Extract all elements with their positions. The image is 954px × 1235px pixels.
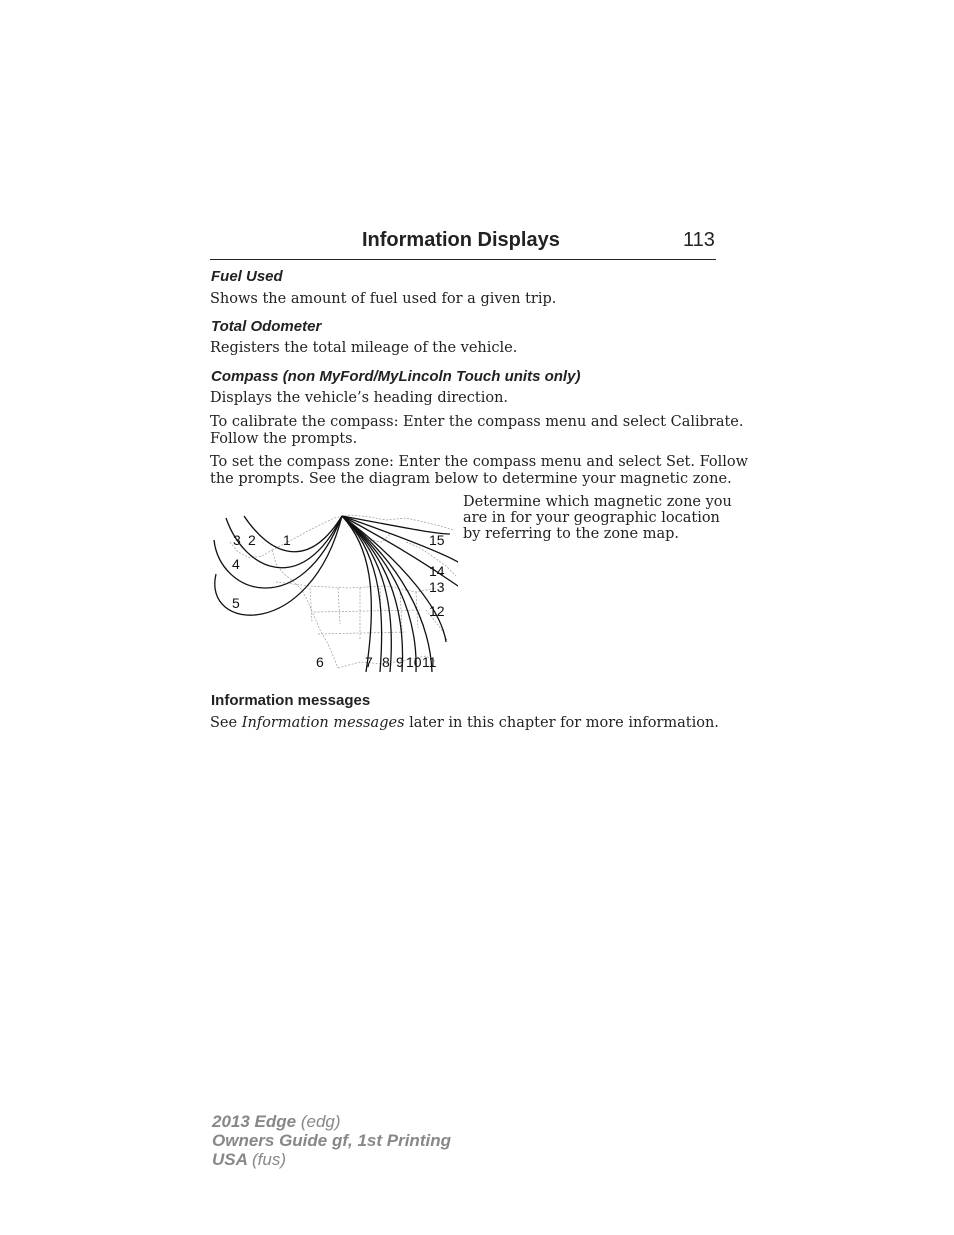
header-divider	[210, 259, 716, 260]
information-messages-link[interactable]: Information messages	[241, 715, 405, 731]
zone-label-8: 8	[382, 654, 390, 670]
total-odometer-heading: Total Odometer	[211, 318, 322, 335]
north-america-outline	[230, 515, 456, 668]
fuel-used-text: Shows the amount of fuel used for a given trip.	[210, 291, 557, 307]
compass-description: Displays the vehicle’s heading direction.	[210, 390, 509, 406]
zone-label-13: 13	[429, 579, 445, 595]
zone-label-5: 5	[232, 595, 240, 611]
fuel-used-heading: Fuel Used	[211, 268, 283, 285]
information-messages-rest: later in this chapter for more information.	[409, 715, 719, 731]
zone-instructions-line-1: To set the compass zone: Enter the compass menu and select Set. Follow	[210, 454, 749, 470]
zone-map-caption-line-3: by referring to the zone map.	[463, 526, 679, 542]
zone-label-3: 3	[233, 532, 241, 548]
footer-model-code: (edg)	[300, 1112, 341, 1131]
zone-label-7: 7	[365, 654, 373, 670]
calibrate-instructions-line-1: To calibrate the compass: Enter the compass menu and select Calibrate.	[210, 414, 744, 430]
footer-region: USA	[212, 1150, 248, 1169]
zone-label-15: 15	[429, 532, 445, 548]
zone-label-14: 14	[429, 563, 445, 579]
zone-label-10: 10	[406, 654, 422, 670]
footer-region-code: (fus)	[252, 1150, 286, 1169]
zone-label-1: 1	[283, 532, 291, 548]
compass-heading: Compass (non MyFord/MyLincoln Touch units only)	[211, 368, 581, 385]
calibrate-instructions-line-2: Follow the prompts.	[210, 431, 358, 447]
zone-label-11: 11	[422, 654, 437, 670]
zone-label-2: 2	[248, 532, 256, 548]
zone-label-9: 9	[396, 654, 404, 670]
zone-instructions-line-2: the prompts. See the diagram below to determine your magnetic zone.	[210, 471, 732, 487]
see-text: See	[210, 715, 238, 731]
footer-model-line	[212, 1112, 341, 1132]
magnetic-zone-map	[210, 512, 458, 672]
information-messages-text	[210, 715, 719, 732]
zone-map-caption-line-1: Determine which magnetic zone you	[463, 494, 732, 510]
footer-region-line	[212, 1150, 286, 1170]
zone-map-caption-line-2: are in for your geographic location	[463, 510, 720, 526]
zone-label-4: 4	[232, 556, 240, 572]
footer-guide-line: Owners Guide gf, 1st Printing	[212, 1131, 451, 1150]
page-header-title: Information Displays	[362, 229, 560, 251]
zone-label-6: 6	[316, 654, 324, 670]
zone-label-12: 12	[429, 603, 445, 619]
footer-model: 2013 Edge	[212, 1112, 297, 1131]
information-messages-heading: Information messages	[211, 692, 371, 709]
total-odometer-text: Registers the total mileage of the vehicle.	[210, 340, 518, 356]
page-number: 113	[683, 229, 715, 251]
